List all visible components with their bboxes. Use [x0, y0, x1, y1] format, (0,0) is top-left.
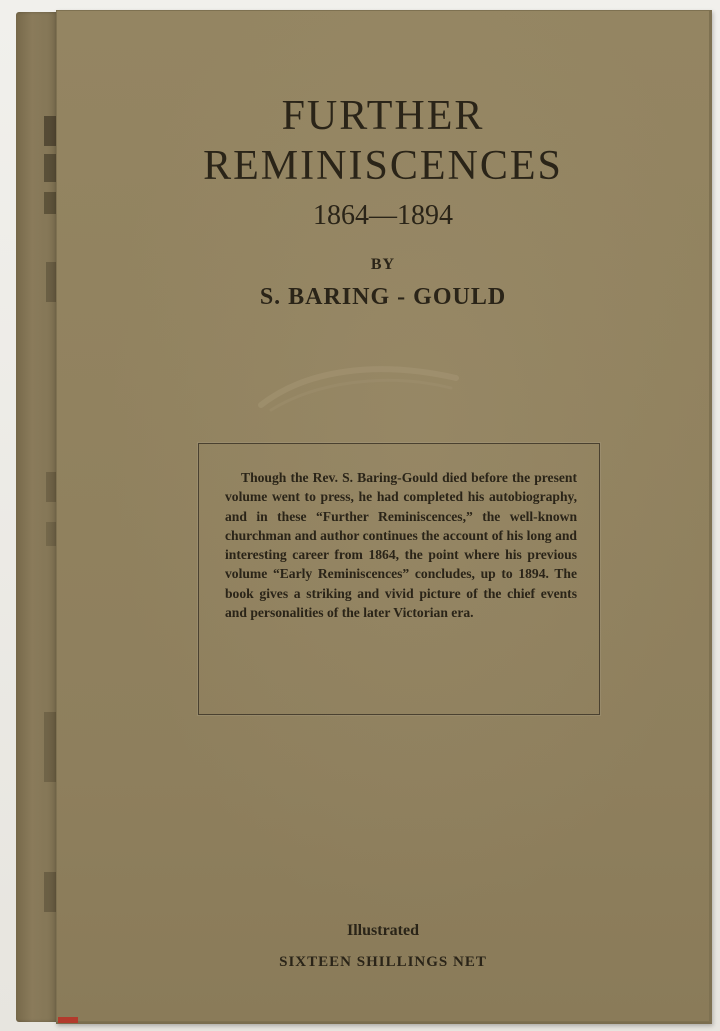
- author-name: S. BARING - GOULD: [259, 284, 507, 310]
- red-page-edge: [58, 1017, 78, 1023]
- blurb-text: Though the Rev. S. Baring-Gould died before the present volume went to press, he had completed his autobiography, and in these “Further Reminiscences,” the well-known churchman and author continues the account of his long and interesting career from 1864, the point where his previous volume “Early Reminiscences” concludes, up to 1894. The book gives a striking and vivid picture of the chief events and personalities of the later Victorian era.: [225, 470, 577, 621]
- by-label: BY: [370, 256, 396, 273]
- title-line-2: REMINISCENCES: [203, 143, 563, 189]
- illustrated-label: Illustrated: [347, 922, 419, 939]
- title-line-1: FURTHER: [281, 93, 485, 139]
- book-front-cover: [56, 10, 712, 1024]
- price-label: SIXTEEN SHILLINGS NET: [279, 954, 487, 970]
- title-years: 1864—1894: [313, 200, 453, 231]
- blurb-box: [198, 443, 600, 715]
